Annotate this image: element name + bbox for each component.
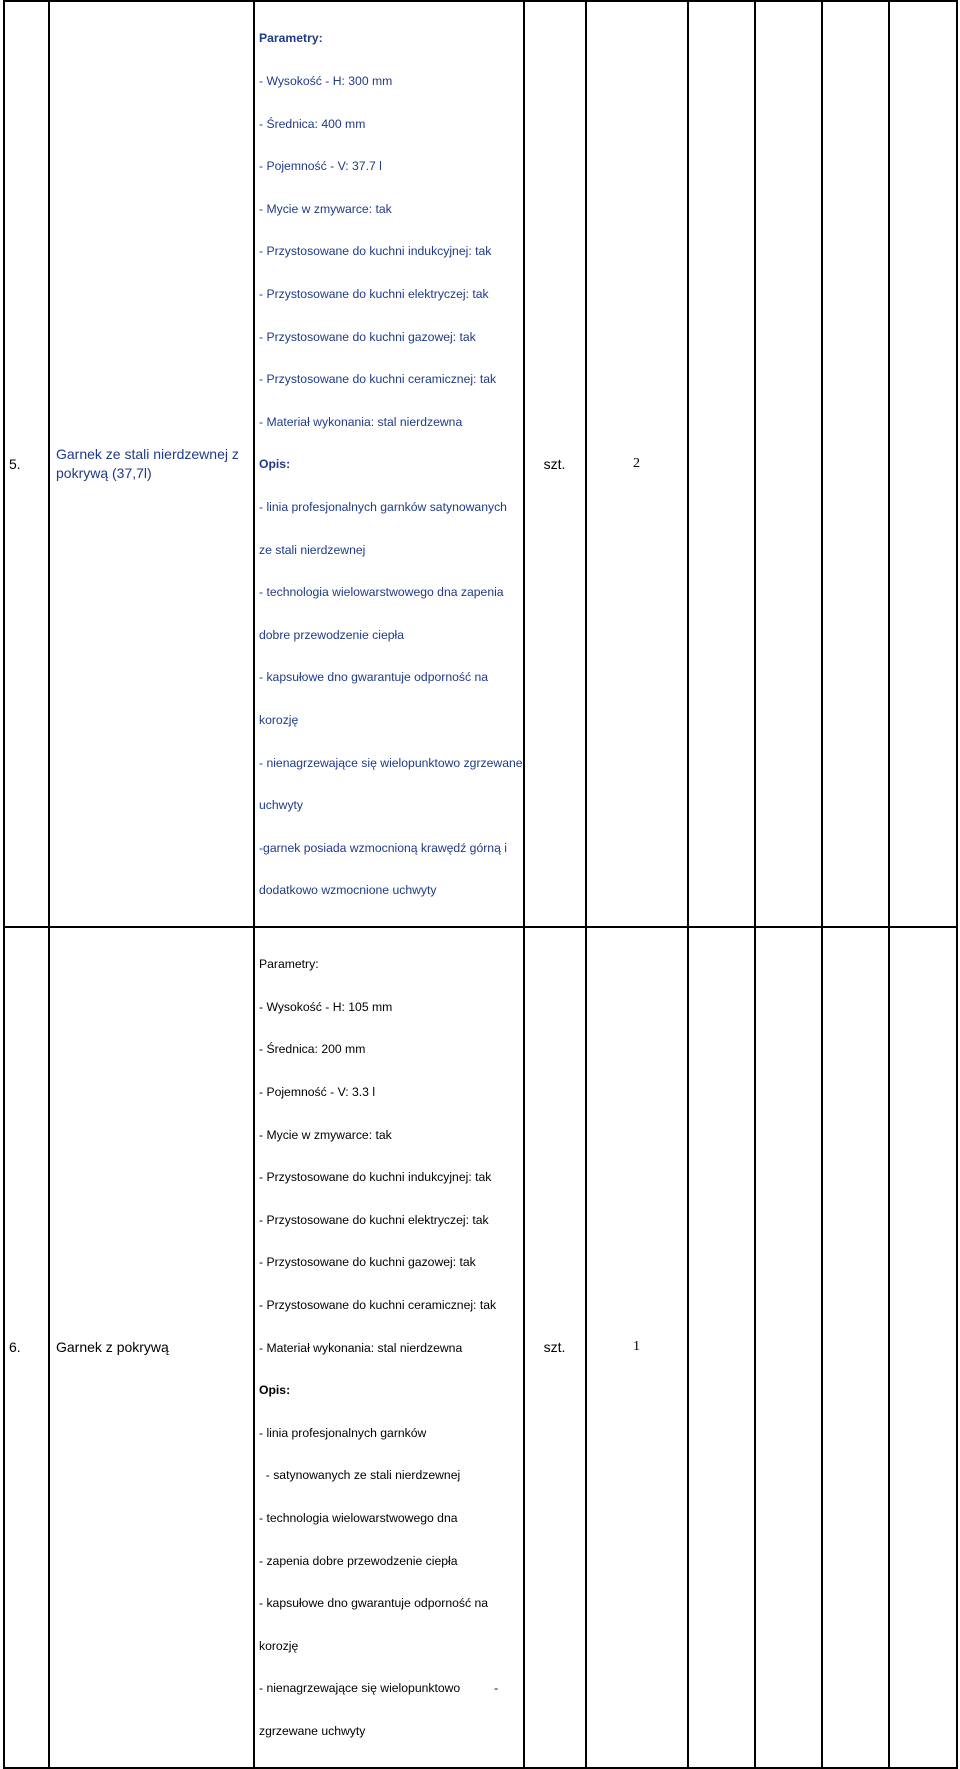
description-text	[255, 2, 523, 926]
param-line: - Pojemność - V: 3.3 l	[259, 1085, 376, 1100]
param-line: - Przystosowane do kuchni gazowej: tak	[259, 1255, 476, 1270]
param-line: - Średnica: 400 mm	[259, 116, 366, 131]
product-name: Garnek ze stali nierdzewnej z pokrywą (37,7l)	[56, 445, 239, 481]
opis-line: - zapenia dobre przewodzenie ciepła	[259, 1553, 458, 1568]
opis-line: korozję	[259, 712, 299, 727]
opis-line: -garnek posiada wzmocnioną krawędź górną i	[259, 840, 507, 855]
opis-header: Opis:	[259, 457, 291, 472]
empty-cell	[755, 1, 822, 927]
params-header: Parametry:	[259, 31, 323, 46]
quantity-cell: 1	[586, 927, 688, 1768]
param-line: - Materiał wykonania: stal nierdzewna	[259, 414, 463, 429]
row-number: 5.	[4, 1, 49, 927]
opis-line: - technologia wielowarstwowego dna zapenia	[259, 585, 504, 600]
empty-cell	[822, 1, 889, 927]
product-name-cell	[49, 1, 254, 927]
opis-line: zgrzewane uchwyty	[259, 1723, 366, 1738]
opis-line: - linia profesjonalnych garnków	[259, 1425, 427, 1440]
description-cell	[254, 927, 524, 1768]
param-line: - Przystosowane do kuchni gazowej: tak	[259, 329, 476, 344]
param-line: - Przystosowane do kuchni indukcyjnej: tak	[259, 1170, 492, 1185]
empty-cell	[688, 1, 755, 927]
param-line: - Mycie w zmywarce: tak	[259, 1127, 392, 1142]
opis-line: ze stali nierdzewnej	[259, 542, 366, 557]
param-line: - Przystosowane do kuchni indukcyjnej: tak	[259, 244, 492, 259]
opis-line: - technologia wielowarstwowego dna	[259, 1511, 458, 1525]
empty-cell	[822, 927, 889, 1768]
param-line: - Materiał wykonania: stal nierdzewna	[259, 1340, 463, 1355]
param-line: - Pojemność - V: 37.7 l	[259, 159, 382, 174]
description-text	[255, 928, 523, 1767]
opis-header: Opis:	[259, 1383, 291, 1398]
params-header: Parametry:	[259, 957, 319, 972]
opis-line: - nienagrzewające się wielopunktowo -	[259, 1681, 499, 1696]
description-cell	[254, 1, 524, 927]
product-name: Garnek z pokrywą	[56, 1338, 169, 1355]
quantity-cell: 2	[586, 1, 688, 927]
opis-line: uchwyty	[259, 798, 304, 813]
unit-cell: szt.	[524, 1, 586, 927]
opis-line: - satynowanych ze stali nierdzewnej	[259, 1468, 461, 1483]
unit-cell: szt.	[524, 927, 586, 1768]
row-number: 6.	[4, 927, 49, 1768]
opis-line: - kapsułowe dno gwarantuje odporność na	[259, 670, 489, 685]
empty-cell	[755, 927, 822, 1768]
opis-line: dodatkowo wzmocnione uchwyty	[259, 883, 437, 898]
param-line: - Przystosowane do kuchni ceramicznej: tak	[259, 1298, 497, 1313]
product-name-cell	[49, 927, 254, 1768]
opis-line: dobre przewodzenie ciepła	[259, 627, 404, 642]
table-row	[4, 1, 957, 927]
param-line: - Przystosowane do kuchni elektryczej: tak	[259, 1212, 489, 1227]
opis-line: korozję	[259, 1638, 299, 1653]
opis-line: - nienagrzewające się wielopunktowo zgrzewane	[259, 755, 523, 770]
param-line: - Wysokość - H: 105 mm	[259, 999, 393, 1014]
opis-line: - linia profesjonalnych garnków satynowanych	[259, 499, 507, 514]
table-row	[4, 927, 957, 1768]
empty-cell	[688, 927, 755, 1768]
empty-cell	[889, 1, 957, 927]
param-line: - Przystosowane do kuchni ceramicznej: tak	[259, 372, 497, 387]
param-line: - Przystosowane do kuchni elektryczej: tak	[259, 286, 489, 301]
opis-line: - kapsułowe dno gwarantuje odporność na	[259, 1596, 489, 1611]
param-line: - Mycie w zmywarce: tak	[259, 201, 392, 216]
specification-table	[3, 0, 958, 1769]
param-line: - Wysokość - H: 300 mm	[259, 74, 393, 88]
param-line: - Średnica: 200 mm	[259, 1042, 366, 1057]
empty-cell	[889, 927, 957, 1768]
